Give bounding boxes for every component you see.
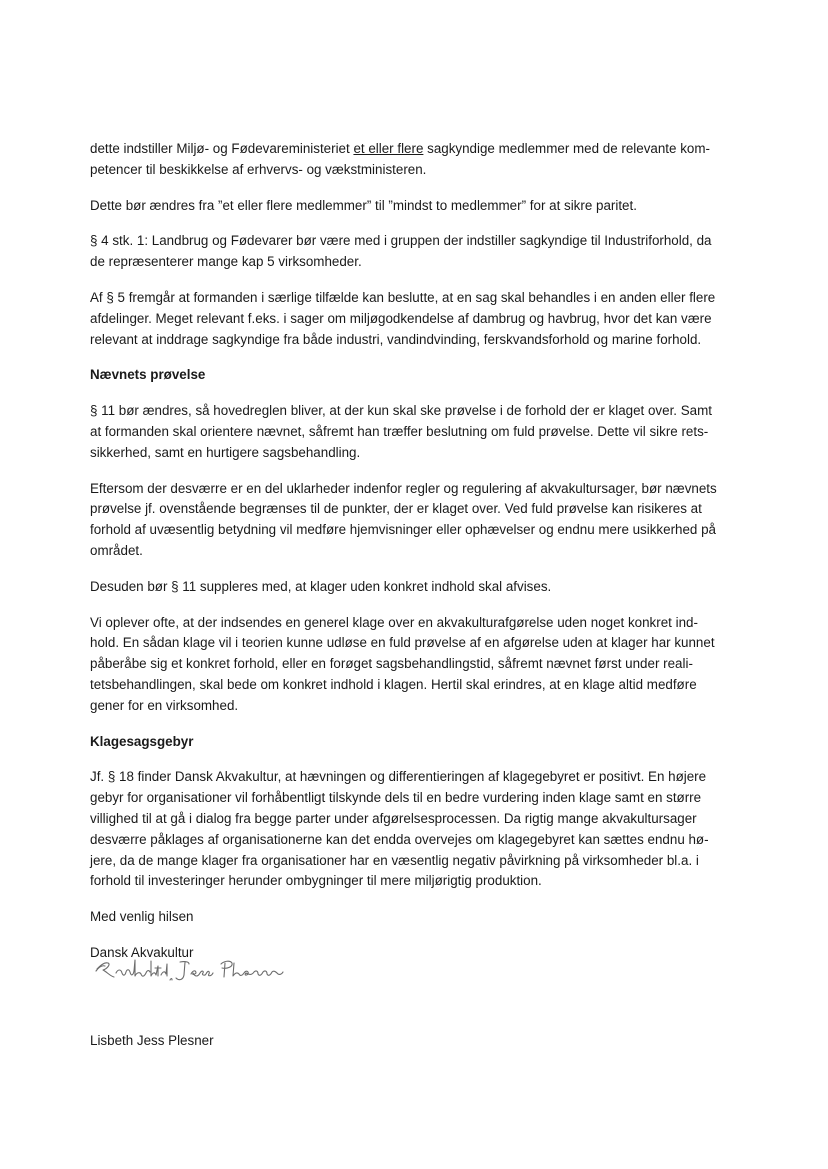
section-heading-klagesagsgebyr: Klagesagsgebyr bbox=[90, 733, 194, 749]
p1-line1: dette indstiller Miljø- og Fødevareministeriet et eller flere sagkyndige medlemmer med de relevante kom- bbox=[90, 141, 710, 156]
handwritten-signature bbox=[94, 953, 286, 987]
paragraph-2: Dette bør ændres fra ”et eller flere medlemmer” til ”mindst to medlemmer” for at sikre paritet. bbox=[90, 197, 637, 213]
section-heading-naevnets-proevelse: Nævnets prøvelse bbox=[90, 367, 206, 383]
paragraph-5: § 11 bør ændres, så hovedreglen bliver, at der kun skal ske prøvelse i de forhold der er klaget over. Samt at formanden skal orientere nævnet, såfremt han træffer beslutning om fuld prøvelse. Dette vil sikre rets- sikkerhed, samt en hurtigere sagsbehandling. bbox=[90, 403, 712, 460]
paragraph-3: § 4 stk. 1: Landbrug og Fødevarer bør være med i gruppen der indstiller sagkyndige til Industriforhold, da de repræsenterer mange kap 5 virksomheder. bbox=[90, 233, 712, 270]
organization-name: Dansk Akvakultur bbox=[90, 944, 194, 960]
paragraph-4: Af § 5 fremgår at formanden i særlige tilfælde kan beslutte, at en sag skal behandles i en anden eller flere afdelinger. Meget relevant f.eks. i sager om miljøgodkendelse af dambrug og havbrug, hvor det kan være relevant at inddrage sagkyndige fra både industri, vandindvinding, ferskvandsforhold og marine forhold. bbox=[90, 289, 716, 347]
signer-name: Lisbeth Jess Plesner bbox=[90, 1032, 214, 1048]
paragraph-1 bbox=[90, 139, 730, 181]
paragraph-6: Eftersom der desværre er en del uklarheder indenfor regler og regulering af akvakultursager, bør nævnets prøvelse jf. ovenstående begrænses til de punkter, der er klaget over. Ved fuld prøvelse kan risikeres at forhold af uvæsentlig betydning vil medføre hjemvisninger eller ophævelser og endnu mere usikkerhed på området. bbox=[90, 480, 717, 558]
paragraph-9: Jf. § 18 finder Dansk Akvakultur, at hævningen og differentieringen af klagegebyret er positivt. En højere gebyr for organisationer vil forhåbentligt tilskynde dels til en bedre vurdering inden klage samt en større villighed til at gå i dialog fra begge parter under afgørelsesprocessen. Da rigtig mange akvakultursager desværre påklages af organisationerne kan det endda overvejes om klagegebyret kan sættes endnu hø- jere, da de mange klager fra organisationer har en væsentlig negativ påvirkning på virksomheder bl.a. i forhold til investeringer herunder ombygninger til mere miljørigtig produktion. bbox=[90, 769, 709, 889]
paragraph-8: Vi oplever ofte, at der indsendes en generel klage over en akvakulturafgørelse uden noget konkret ind- hold. En sådan klage vil i teorien kunne udløse en fuld prøvelse af en afgørelse uden at klager har kunnet påberåbe sig et konkret forhold, eller en forøget sagsbehandlingstid, såfremt nævnet først under reali- tetsbehandlingen, skal bede om konkret indhold i klagen. Hertil skal erindres, at en klage altid medføre gener for en virksomhed. bbox=[90, 614, 715, 713]
underlined-phrase: et eller flere bbox=[353, 141, 424, 156]
closing-greeting: Med venlig hilsen bbox=[90, 909, 194, 925]
p1-line2: petencer til beskikkelse af erhvervs- og vækstministeren. bbox=[90, 161, 427, 177]
letter-body bbox=[90, 139, 730, 1052]
paragraph-7: Desuden bør § 11 suppleres med, at klager uden konkret indhold skal afvises. bbox=[90, 578, 552, 594]
